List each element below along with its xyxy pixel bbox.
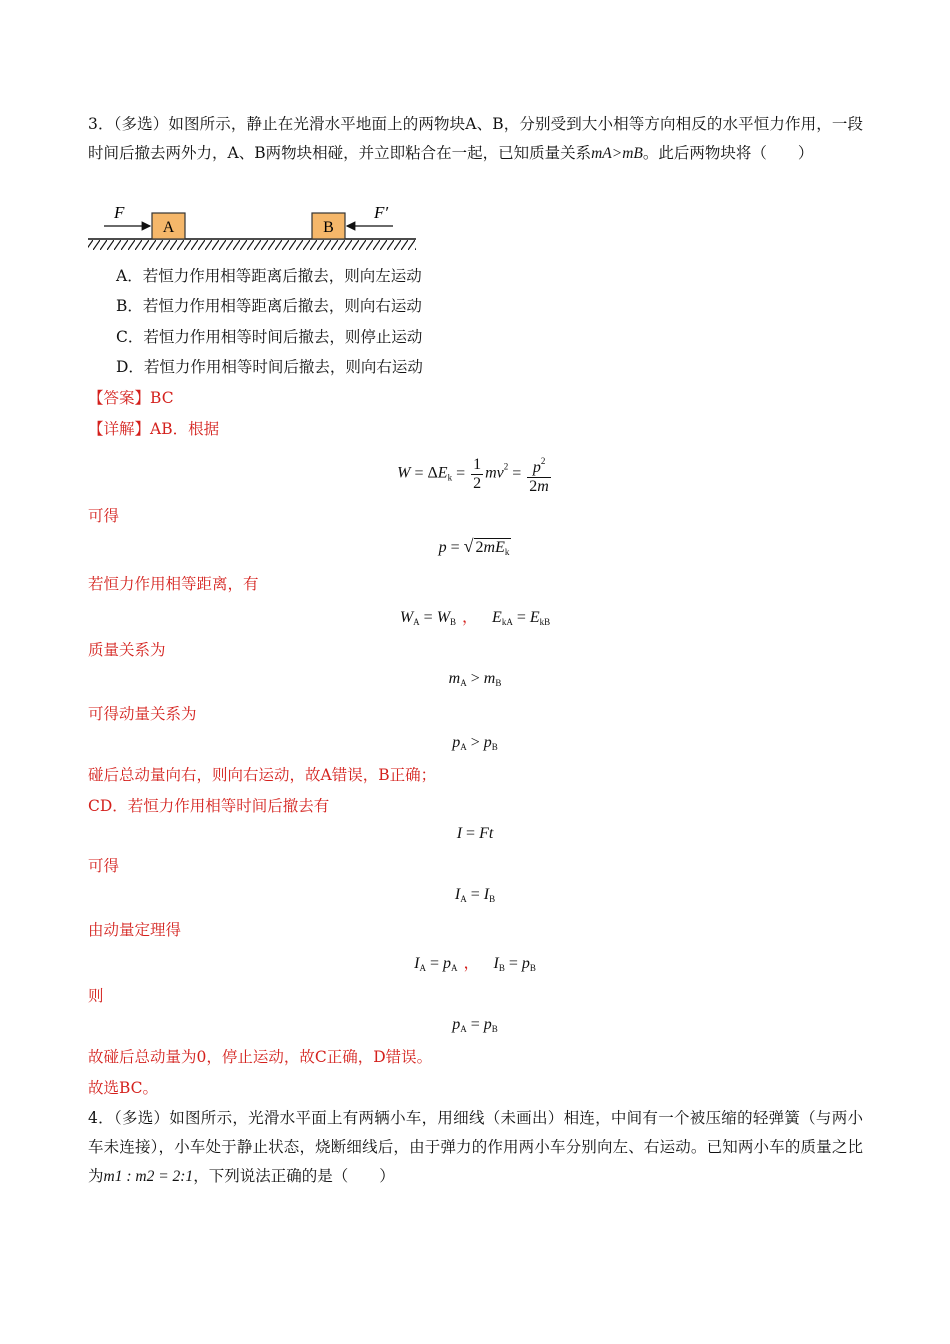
equation-impulse: I = Ft: [456, 825, 494, 842]
step-momentum-relation: 可得动量关系为: [88, 705, 197, 723]
step-keyi-2: 可得: [88, 857, 120, 875]
ground-hatch: [88, 240, 416, 250]
step-keyi-1: 可得: [88, 507, 120, 525]
question-4-text: 如图所示，光滑水平面上有两辆小车，用细线（未画出）相连，中间有一个被压缩的轻弹簧（与两小车未连接），小车处于静止状态，烧断细线后，由于弹力的作用两小车分别向左、右运动。已知两小车的质量之比为: [88, 1109, 863, 1185]
question-4-mass-ratio: m1 : m2 = 2:1: [103, 1168, 194, 1185]
question-4-number: 4．: [88, 1109, 114, 1127]
question-3-text: 如图所示，静止在光滑水平地面上的两物块A、B，分别受到大小相等方向相反的水平恒力作用，一段时间后撤去两外力，A、B两物块相碰，并立即粘合在一起，已知质量关系: [88, 115, 863, 162]
question-4-text-end: ，下列说法正确的是（ ）: [193, 1167, 395, 1185]
option-d: D．若恒力作用相等时间后撤去，则向右运动: [116, 358, 423, 376]
question-3-number: 3．: [88, 115, 114, 133]
equation-equal-momentum: $p_A = p_B$: [452, 1016, 498, 1034]
option-a: A．若恒力作用相等距离后撤去，则向左运动: [116, 267, 422, 285]
question-3-stem: [88, 110, 863, 168]
detail-label: 【详解】: [88, 420, 151, 438]
step-cd-intro: CD．若恒力作用相等时间后撤去有: [88, 797, 330, 815]
answer-value: BC: [150, 389, 174, 407]
block-a-label: A: [162, 219, 175, 236]
blocks-figure: [86, 200, 426, 255]
detail-intro: AB．根据: [150, 420, 220, 438]
step-equal-distance: 若恒力作用相等距离，有: [88, 575, 259, 593]
equation-momentum-inequality: $p_A > p_B$: [452, 734, 498, 752]
step-final: 故选BC。: [88, 1079, 159, 1097]
step-mass-relation: 质量关系为: [88, 641, 166, 659]
answer-line: [88, 387, 174, 409]
equation-work-energy: $W = \Delta E_k$ = $\frac{1}{2}$ $mv^2$ = $\frac{p^2}{2m}$: [0, 452, 950, 496]
force-f-prime-label: F′: [374, 203, 389, 222]
question-4-stem: [88, 1104, 863, 1191]
force-f-label: F: [114, 203, 125, 222]
equation-impulse-momentum: $I_A = p_A$ ， $I_B = p_B$: [414, 955, 536, 973]
equation-mass-inequality: $m_A > m_B$: [448, 670, 502, 688]
step-conclusion-cd: 故碰后总动量为0，停止运动，故C正确，D错误。: [88, 1048, 433, 1066]
step-then: 则: [88, 987, 104, 1005]
equation-equal-impulse: $I_A = I_B$: [454, 886, 496, 904]
option-b: B．若恒力作用相等距离后撤去，则向右运动: [116, 297, 422, 315]
answer-label: 【答案】: [88, 389, 151, 407]
option-c: C．若恒力作用相等时间后撤去，则停止运动: [116, 328, 423, 346]
block-b-label: B: [323, 219, 334, 236]
detail-line: [88, 418, 219, 440]
step-theorem: 由动量定理得: [88, 921, 182, 939]
equation-momentum-sqrt: p = √ $2mE_k$: [438, 536, 510, 557]
question-3-mass-relation: mA>mB: [591, 145, 643, 162]
equation-equal-work: $W_A = W_B$ ， $E_{kA} = E_{kB}$: [399, 609, 551, 627]
question-3-text-end: 。此后两物块将（ ）: [642, 144, 814, 162]
question-4-tag: （多选）: [113, 1109, 170, 1127]
question-3-tag: （多选）: [113, 115, 169, 133]
step-conclusion-ab: 碰后总动量向右，则向右运动，故A错误，B正确；: [88, 766, 437, 784]
